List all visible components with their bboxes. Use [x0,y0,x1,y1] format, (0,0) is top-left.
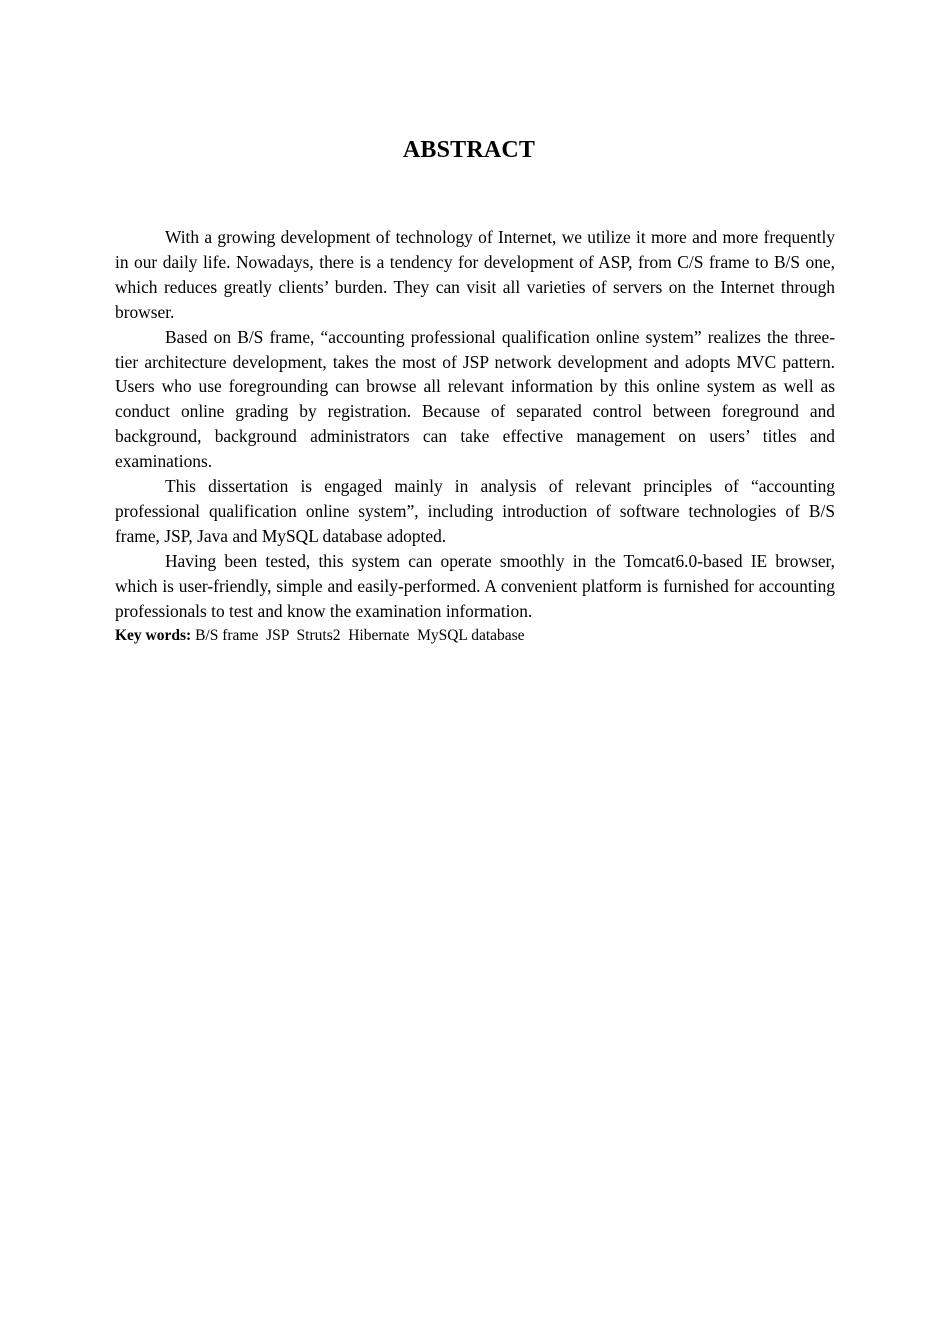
abstract-title: ABSTRACT [402,137,536,163]
keywords-label: Key words: [115,626,192,644]
abstract-paragraph-2: Based on B/S frame, “accounting professional qualification online system” realizes the three-tier architecture development, takes the most of JSP network development and adopts MVC pattern. Users who use foregrounding can browse all relevant information by this online system as well as conduct online grading by registration. Because of separated control between foreground and background, background administrators can take effective management on users’ titles and examinations. [115,326,835,472]
keywords-list: B/S frame JSP Struts2 Hibernate MySQL database [191,626,525,644]
keywords-line [115,624,835,648]
abstract-paragraph-4: Having been tested, this system can operate smoothly in the Tomcat6.0-based IE browser, which is user-friendly, simple and easily-performed. A convenient platform is furnished for accounting professionals to test and know the examination information. [115,550,835,621]
abstract-paragraph-1: With a growing development of technology of Internet, we utilize it more and more frequently in our daily life. Nowadays, there is a tendency for development of ASP, from C/S frame to B/S one, which reduces greatly clients’ burden. They can visit all varieties of servers on the Internet through browser. [115,227,835,322]
abstract-paragraph-3: This dissertation is engaged mainly in analysis of relevant principles of “accounting professional qualification online system”, including introduction of software technologies of B/S frame, JSP, Java and MySQL database adopted. [115,476,835,546]
abstract-body [115,225,835,648]
